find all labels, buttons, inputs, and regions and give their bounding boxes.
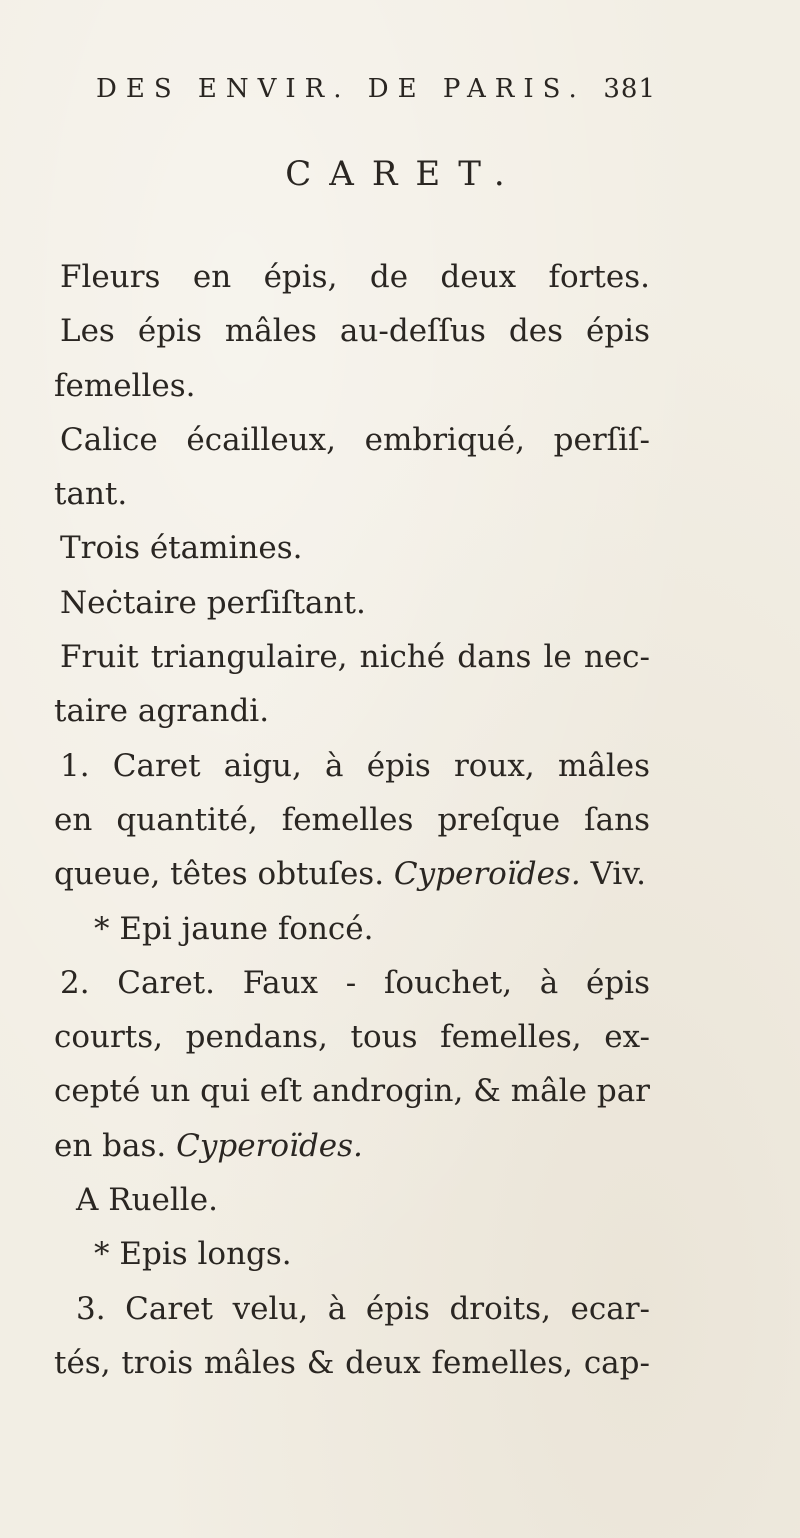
text-line: Fleurs en épis, de deux fortes. [60, 259, 650, 295]
text-line: tant. [54, 476, 128, 513]
running-head-title: DES ENVIR. DE PARIS. [96, 74, 586, 104]
page-number: 381 [603, 74, 656, 104]
text-line: * Epi jaune foncé. [94, 910, 374, 947]
text-line: tés, trois mâles & deux femelles, cap- [54, 1344, 650, 1381]
text-line-with-italic [54, 847, 650, 901]
text-line: en quantité, femelles preſque ſans [54, 801, 650, 838]
text-line: 1. Caret aigu, à épis roux, mâles [60, 747, 650, 784]
text-line: A Ruelle. [76, 1182, 218, 1219]
running-head [96, 74, 656, 104]
text-line: taire agrandi. [54, 693, 270, 730]
text-line: 2. Caret. Faux - ſouchet, à épis [60, 964, 650, 1001]
text-line: courts, pendans, tous femelles, ex- [54, 1019, 650, 1056]
text-line: Trois étamines. [60, 530, 303, 567]
text-line: Neċtaire perſiſtant. [60, 584, 366, 621]
text-fragment: queue, têtes obtuſes. [54, 856, 385, 893]
body-text [54, 250, 650, 1390]
text-line: Les épis mâles au-deſſus des épis [60, 313, 650, 350]
text-line-with-italic [54, 1119, 650, 1173]
text-fragment: Viv. [590, 856, 647, 893]
text-line: femelles. [54, 367, 196, 404]
text-fragment: en bas. [54, 1127, 167, 1164]
section-title: CARET. [285, 154, 523, 194]
text-line: Calice écailleux, embriqué, perſiſ- [60, 421, 650, 458]
text-line: cepté un qui eſt androgin, & mâle par [54, 1073, 650, 1110]
italic-term: Cyperoïdes. [176, 1127, 363, 1164]
italic-term: Cyperoïdes. [393, 856, 581, 893]
text-line: * Epis longs. [94, 1236, 292, 1273]
text-line: 3. Caret velu, à épis droits, ecar- [76, 1290, 650, 1327]
text-line: Fruit triangulaire, niché dans le nec- [60, 639, 650, 676]
